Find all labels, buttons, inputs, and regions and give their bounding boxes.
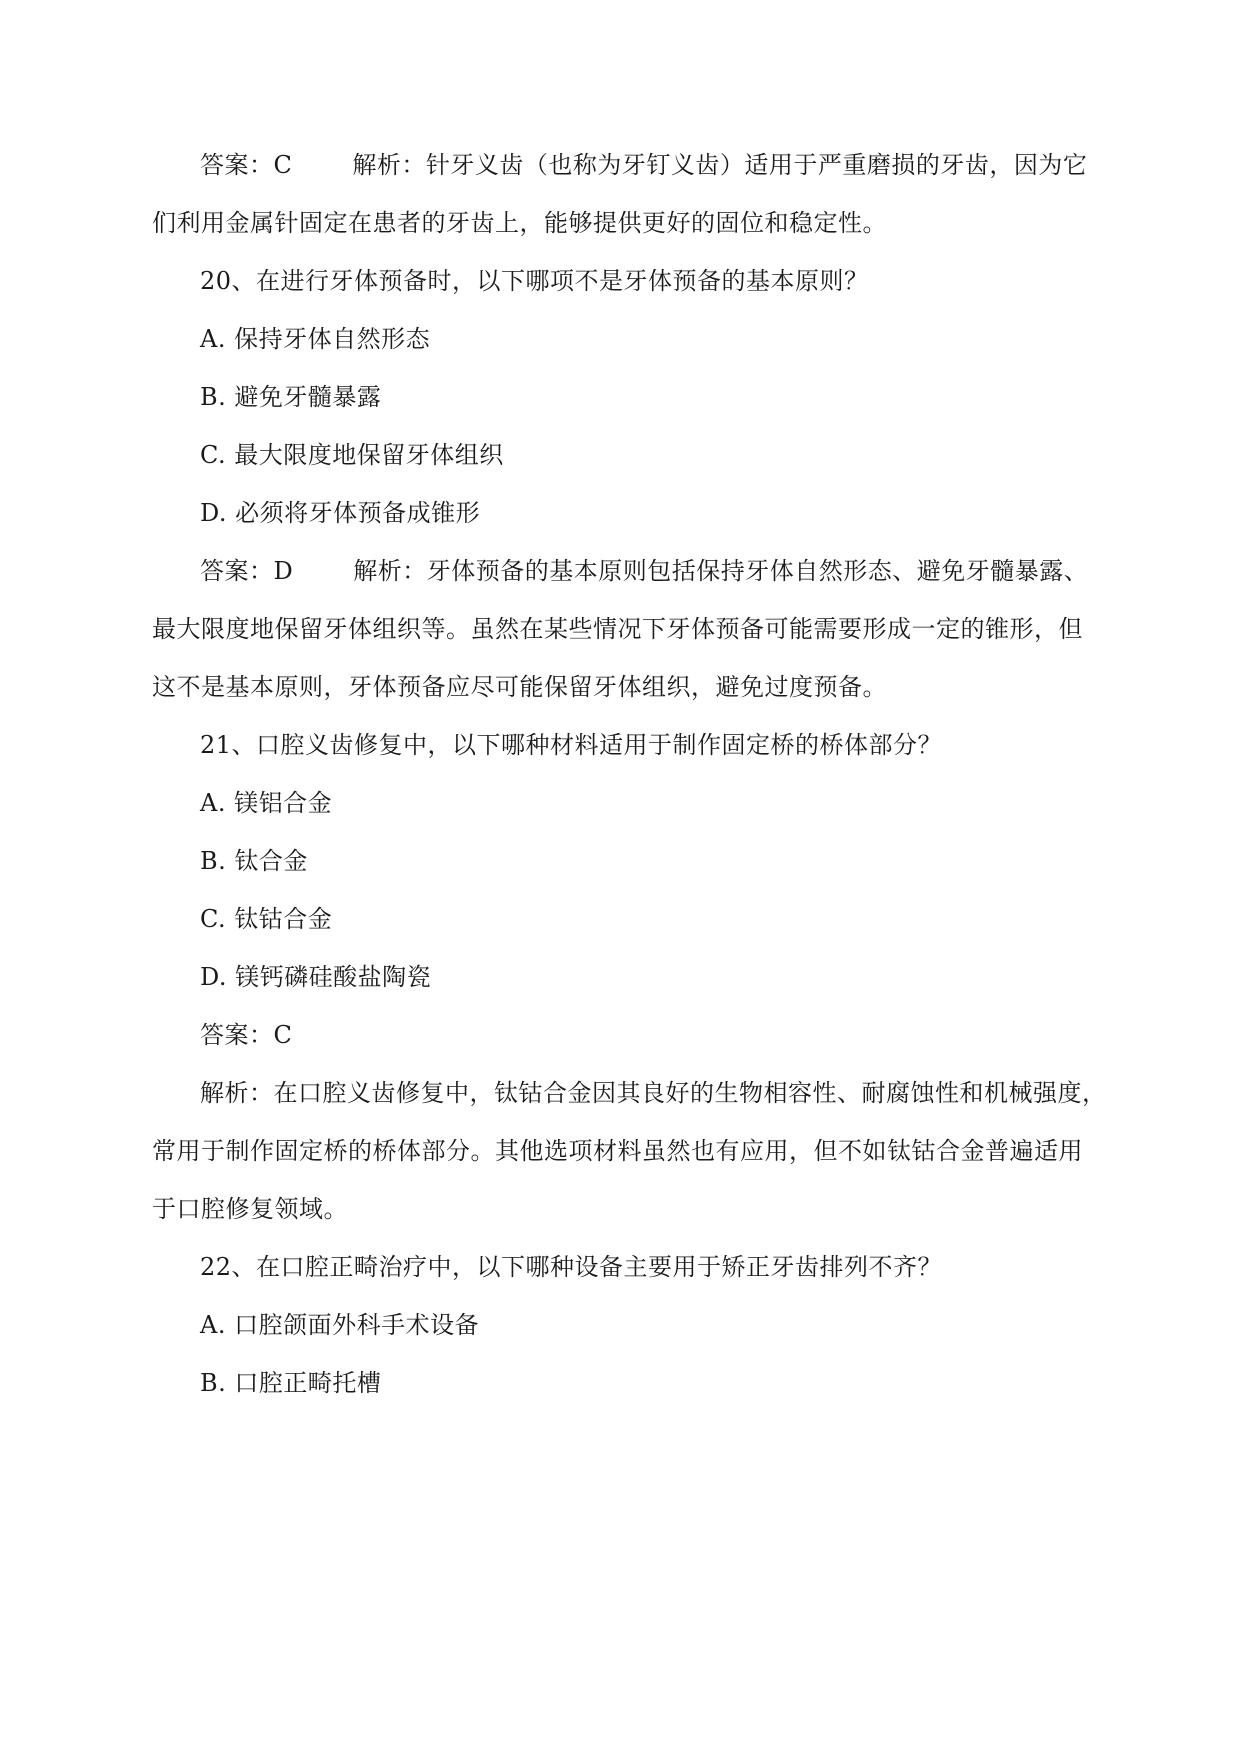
q21-option-b: B. 钛合金 xyxy=(200,847,308,875)
q21-explanation-3: 于口腔修复领域。 xyxy=(152,1195,348,1223)
q19-explanation-2: 们利用金属针固定在患者的牙齿上，能够提供更好的固位和稳定性。 xyxy=(152,209,887,237)
q21-option-a: A. 镁铝合金 xyxy=(200,789,333,817)
q20-answer: 答案：D xyxy=(200,557,294,585)
q22-question: 22、在口腔正畸治疗中，以下哪种设备主要用于矫正牙齿排列不齐？ xyxy=(200,1253,943,1281)
q20-explanation-1: 解析：牙体预备的基本原则包括保持牙体自然形态、避免牙髓暴露、 xyxy=(353,557,1089,585)
q21-question: 21、口腔义齿修复中，以下哪种材料适用于制作固定桥的桥体部分？ xyxy=(200,731,943,759)
q21-explanation-1: 解析：在口腔义齿修复中，钛钴合金因其良好的生物相容性、耐腐蚀性和机械强度， xyxy=(200,1079,1107,1107)
q19-answer: 答案：C xyxy=(200,151,293,179)
q20-option-a: A. 保持牙体自然形态 xyxy=(200,325,431,353)
q20-answer-line xyxy=(200,556,1088,586)
q22-option-a: A. 口腔颌面外科手术设备 xyxy=(200,1311,480,1339)
q21-option-d: D. 镁钙磷硅酸盐陶瓷 xyxy=(200,963,432,991)
q20-explanation-2: 最大限度地保留牙体组织等。虽然在某些情况下牙体预备可能需要形成一定的锥形，但 xyxy=(152,615,1083,643)
q19-answer-line xyxy=(200,150,1087,180)
q20-option-d: D. 必须将牙体预备成锥形 xyxy=(200,499,481,527)
q21-explanation-2: 常用于制作固定桥的桥体部分。其他选项材料虽然也有应用，但不如钛钴合金普遍适用 xyxy=(152,1137,1083,1165)
q20-question: 20、在进行牙体预备时，以下哪项不是牙体预备的基本原则？ xyxy=(200,267,869,295)
q19-explanation-1: 解析：针牙义齿（也称为牙钉义齿）适用于严重磨损的牙齿，因为它 xyxy=(352,151,1088,179)
q20-option-c: C. 最大限度地保留牙体组织 xyxy=(200,441,504,469)
q20-option-b: B. 避免牙髓暴露 xyxy=(200,383,382,411)
q22-option-b: B. 口腔正畸托槽 xyxy=(200,1369,382,1397)
q20-explanation-3: 这不是基本原则，牙体预备应尽可能保留牙体组织，避免过度预备。 xyxy=(152,673,887,701)
q21-option-c: C. 钛钴合金 xyxy=(200,905,333,933)
q21-answer: 答案：C xyxy=(200,1021,293,1049)
